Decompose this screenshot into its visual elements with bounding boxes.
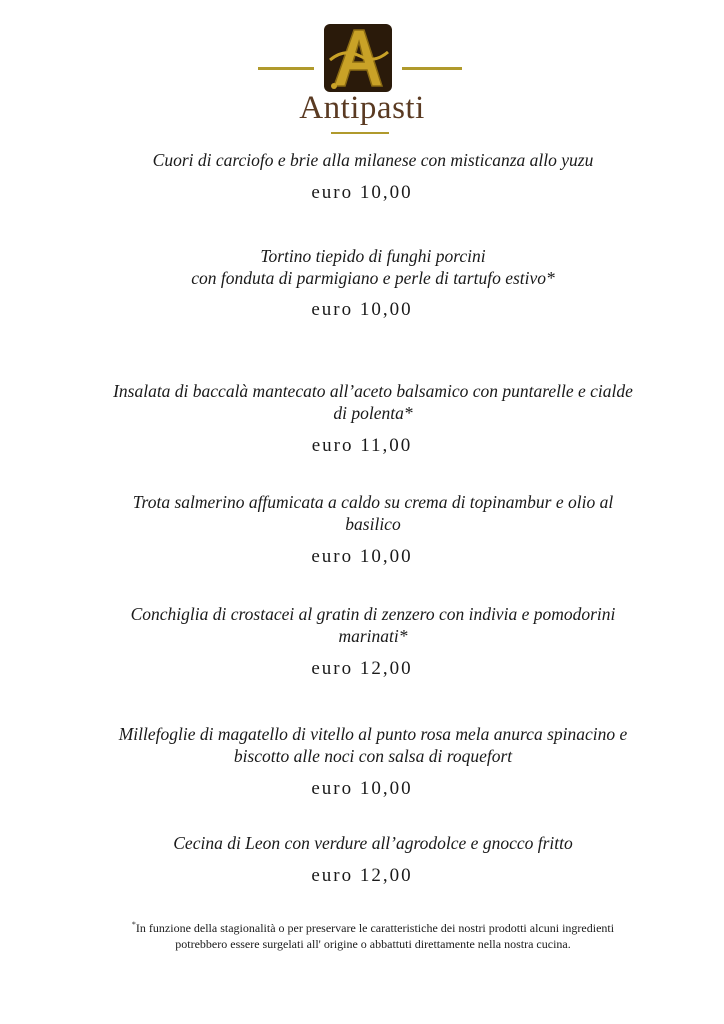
dish-2-line-2: con fonduta di parmigiano e perle di tartufo estivo* — [191, 268, 555, 288]
section-title: Antipasti — [299, 90, 425, 126]
price-2: euro 10,00 — [311, 299, 413, 320]
footnote-line-2: potrebbero essere surgelati all' origine o abbattuti direttamente nella nostra cucina. — [175, 937, 571, 951]
footnote-line-1 — [80, 917, 666, 936]
dish-7 — [80, 832, 666, 854]
dish-3 — [80, 380, 666, 424]
dish-5-line-2: marinati* — [338, 626, 408, 646]
price-5: euro 12,00 — [311, 658, 413, 679]
dish-6 — [80, 723, 666, 767]
price-1: euro 10,00 — [311, 182, 413, 203]
dish-3-line-2: di polenta* — [333, 403, 413, 423]
title-underline — [331, 132, 389, 134]
dish-2-line-1: Tortino tiepido di funghi porcini — [260, 246, 486, 266]
price-7: euro 12,00 — [311, 865, 413, 886]
dish-4-line-1: Trota salmerino affumicata a caldo su crema di topinambur e olio al — [132, 492, 614, 512]
footnote-text-1: In funzione della stagionalità o per preservare le caratteristiche dei nostri prodotti alcuni ingredienti — [135, 921, 615, 935]
dish-6-line-1: Millefoglie di magatello di vitello al punto rosa mela anurca spinacino e — [118, 724, 628, 744]
dish-4-line-2: basilico — [345, 514, 401, 534]
price-4: euro 10,00 — [311, 546, 413, 567]
dish-3-line-1: Insalata di baccalà mantecato all’aceto balsamico con puntarelle e cialde — [113, 381, 633, 401]
footnote-marker: * — [131, 920, 136, 929]
price-6: euro 10,00 — [311, 778, 413, 799]
left-gold-rule — [258, 67, 314, 70]
dish-5 — [80, 603, 666, 647]
allergen-footnote — [80, 917, 666, 952]
dish-4 — [80, 491, 666, 535]
dish-1-line-1: Cuori di carciofo e brie alla milanese con misticanza allo yuzu — [152, 150, 594, 170]
right-gold-rule — [402, 67, 462, 70]
restaurant-logo-icon — [320, 20, 396, 96]
price-3: euro 11,00 — [311, 435, 413, 456]
dish-7-line-1: Cecina di Leon con verdure all’agrodolce e gnocco fritto — [173, 833, 573, 853]
dish-1 — [80, 149, 666, 171]
dish-2 — [80, 245, 666, 289]
menu-header — [0, 0, 724, 140]
dish-5-line-1: Conchiglia di crostacei al gratin di zenzero con indivia e pomodorini — [130, 604, 616, 624]
dish-6-line-2: biscotto alle noci con salsa di roquefort — [233, 746, 513, 766]
